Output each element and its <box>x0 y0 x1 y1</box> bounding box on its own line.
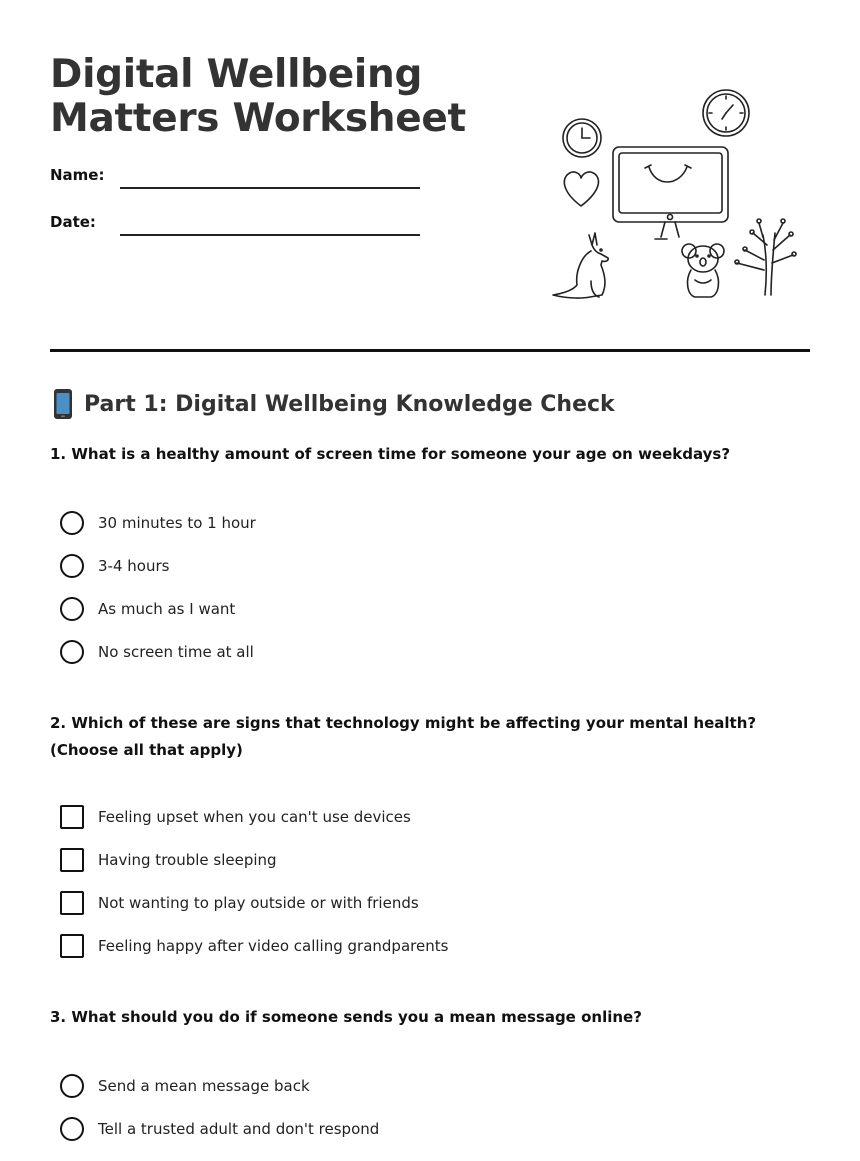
option-label: 3-4 hours <box>98 557 170 575</box>
radio-button[interactable] <box>60 1117 84 1141</box>
option-label: 30 minutes to 1 hour <box>98 514 256 532</box>
option-label: Not wanting to play outside or with friends <box>98 894 419 912</box>
smiling-monitor-icon <box>613 147 728 239</box>
name-label: Name: <box>50 166 105 184</box>
radio-button[interactable] <box>60 1074 84 1098</box>
koala-icon <box>682 244 724 297</box>
worksheet-title <box>50 53 466 141</box>
q3-option-2[interactable] <box>60 1116 379 1142</box>
checkbox[interactable] <box>60 848 84 872</box>
checkbox[interactable] <box>60 934 84 958</box>
kangaroo-icon <box>553 233 608 298</box>
checkbox[interactable] <box>60 805 84 829</box>
option-label: Tell a trusted adult and don't respond <box>98 1120 380 1138</box>
option-label: Feeling upset when you can't use devices <box>98 808 411 826</box>
header-divider <box>50 349 810 352</box>
question-1: 1. What is a healthy amount of screen time for someone your age on weekdays? <box>50 445 731 463</box>
mobile-phone-icon <box>50 388 76 420</box>
q2-option-3[interactable] <box>60 890 419 916</box>
small-clock-icon <box>563 119 601 157</box>
radio-button[interactable] <box>60 554 84 578</box>
q2-option-2[interactable] <box>60 847 277 873</box>
radio-button[interactable] <box>60 511 84 535</box>
option-label: Send a mean message back <box>98 1077 310 1095</box>
q1-option-1[interactable] <box>60 510 256 536</box>
q1-option-2[interactable] <box>60 553 169 579</box>
date-label: Date: <box>50 213 96 231</box>
part1-title-text: Part 1: Digital Wellbeing Knowledge Check <box>84 391 615 417</box>
option-label: No screen time at all <box>98 643 254 661</box>
title-line-2: Matters Worksheet <box>50 96 466 141</box>
heart-icon <box>564 172 598 206</box>
part1-title <box>50 388 615 420</box>
checkbox[interactable] <box>60 891 84 915</box>
q3-option-1[interactable] <box>60 1073 310 1099</box>
question-3: 3. What should you do if someone sends you a mean message online? <box>50 1008 642 1026</box>
date-field[interactable] <box>120 234 420 236</box>
radio-button[interactable] <box>60 597 84 621</box>
q1-option-3[interactable] <box>60 596 235 622</box>
option-label: Having trouble sleeping <box>98 851 277 869</box>
option-label: As much as I want <box>98 600 236 618</box>
radio-button[interactable] <box>60 640 84 664</box>
q2-option-4[interactable] <box>60 933 448 959</box>
wellbeing-illustration <box>545 85 805 305</box>
wall-clock-icon <box>703 90 749 136</box>
option-label: Feeling happy after video calling grandparents <box>98 937 449 955</box>
q1-option-4[interactable] <box>60 639 254 665</box>
q2-option-1[interactable] <box>60 804 411 830</box>
tree-icon <box>735 219 796 295</box>
name-field[interactable] <box>120 187 420 189</box>
question-2: 2. Which of these are signs that technology might be affecting your mental health? (Choose all that apply) <box>50 714 757 759</box>
title-line-1: Digital Wellbeing <box>50 52 423 97</box>
